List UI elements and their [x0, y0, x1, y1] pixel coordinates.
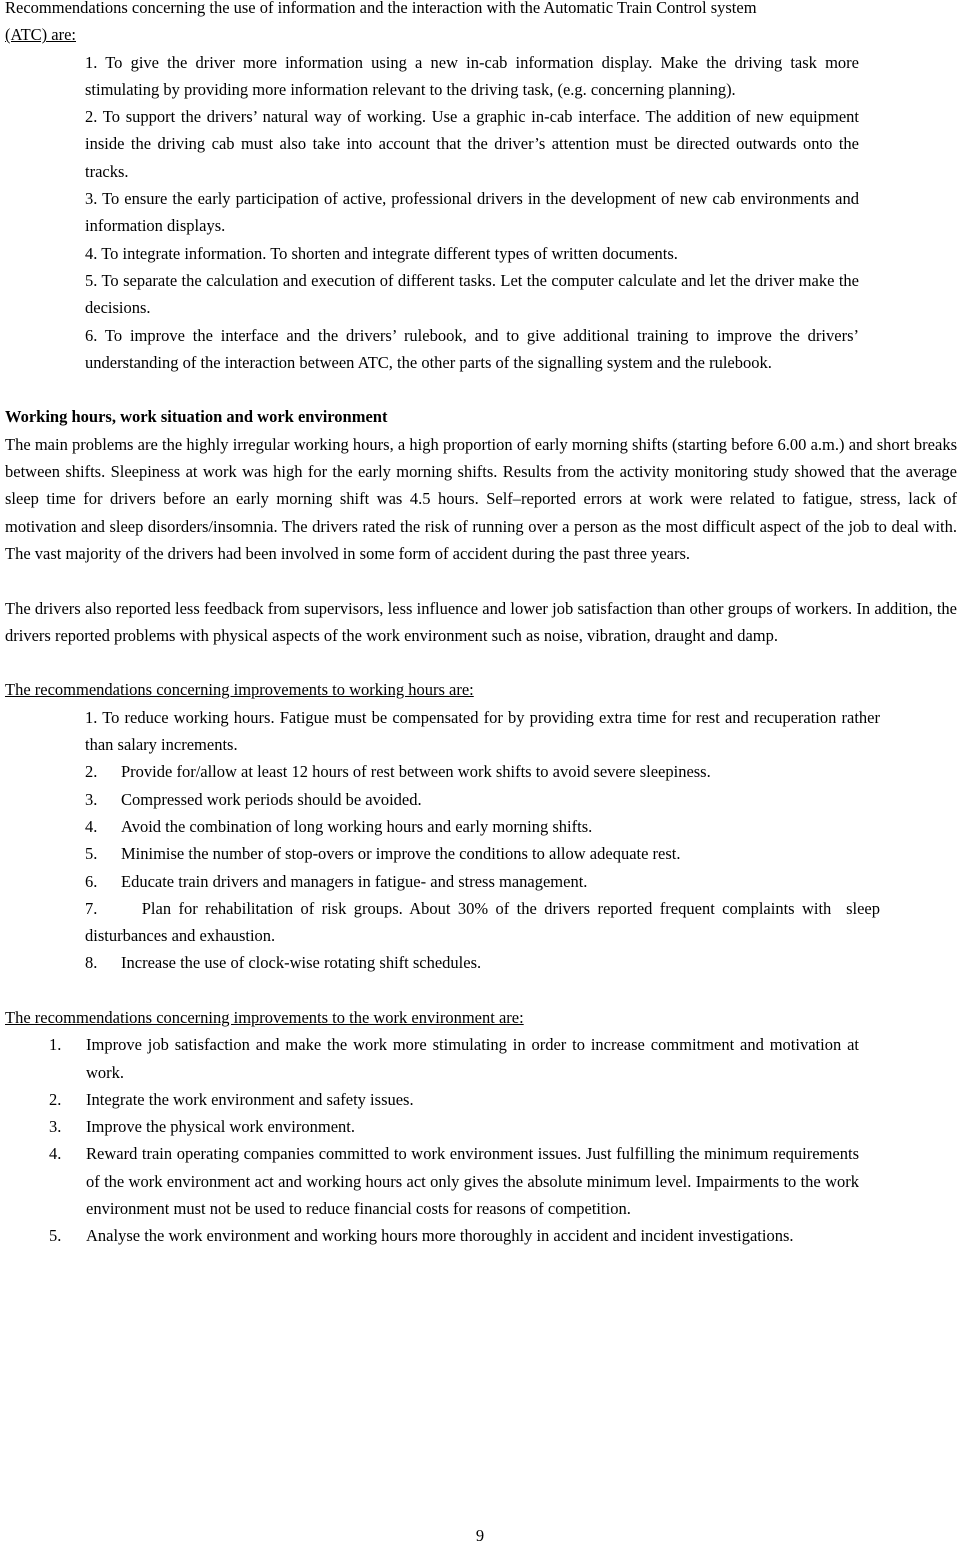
environment-item-number: 2.	[49, 1089, 62, 1109]
environment-item-number: 3.	[49, 1117, 62, 1137]
atc-item-6: 6. To improve the interface and the drivers’ rulebook, and to give additional training to improve the drivers’ understanding of the interaction between ATC, the other parts of the signalling system and the rulebook.	[85, 325, 859, 372]
hours-item-text: Educate train drivers and managers in fatigue- and stress management.	[121, 871, 588, 891]
environment-item-number: 4.	[49, 1144, 62, 1164]
environment-item-number: 1.	[49, 1035, 62, 1055]
atc-item-3: 3. To ensure the early participation of active, professional drivers in the development of new cab environments and information displays.	[85, 189, 859, 236]
hours-item-1: 1. To reduce working hours. Fatigue must be compensated for by providing extra time for rest and recuperation rather than salary increments.	[85, 707, 880, 755]
environment-item-text: Reward train operating companies committed to work environment issues. Just fulfilling the minimum requirements of the work environment act and working hours act only gives the absolute minimum level. Impairments to the work environment must not be used to reduce financial costs for reasons of competition.	[86, 1144, 859, 1219]
environment-item-text: Analyse the work environment and working hours more thoroughly in accident and incident investigations.	[86, 1226, 794, 1246]
hours-item-6	[85, 868, 880, 895]
environment-item-text: Improve job satisfaction and make the work more stimulating in order to increase commitment and motivation at work.	[86, 1035, 859, 1082]
hours-item-text: Increase the use of clock-wise rotating shift schedules.	[121, 953, 482, 973]
hours-item-number: 2.	[85, 762, 98, 782]
environment-item-5	[49, 1222, 859, 1249]
hours-item-number: 3.	[85, 789, 98, 809]
atc-item-1: 1. To give the driver more information using a new in-cab information display. Make the driving task more stimulating by providing more information relevant to the driving task, (e.g. concerning planning).	[85, 52, 859, 99]
work-paragraph-1: The main problems are the highly irregular working hours, a high proportion of early morning shifts (starting before 6.00 a.m.) and short breaks between shifts. Sleepiness at work was high for the early morning shifts. Results from the activity monitoring study showed that the average sleep time for drivers before an early morning shift was 4.5 hours. Self–reported errors at work were related to fatigue, stress, lack of motivation and sleep disorders/insomnia. The drivers rated the risk of running over a person as the most difficult aspect of the job to deal with. The vast majority of the drivers had been involved in some form of accident during the past three years.	[5, 434, 957, 563]
hours-item-text: Avoid the combination of long working hours and early morning shifts.	[121, 816, 593, 836]
work-paragraph-2: The drivers also reported less feedback from supervisors, less influence and lower job satisfaction than other groups of workers. In addition, the drivers reported problems with physical aspects of the work environment such as noise, vibration, draught and damp.	[5, 598, 957, 645]
environment-item-text: Integrate the work environment and safety issues.	[86, 1089, 414, 1109]
hours-item-text: Provide for/allow at least 12 hours of rest between work shifts to avoid severe sleepiness.	[121, 762, 711, 782]
hours-recommendation-list	[85, 704, 885, 977]
hours-item-3	[85, 786, 880, 813]
page-number: 9	[475, 1526, 485, 1545]
atc-recommendation-list	[85, 49, 859, 377]
hours-item-number: 5.	[85, 844, 98, 864]
atc-item-5: 5. To separate the calculation and execution of different tasks. Let the computer calculate and let the driver make the decisions.	[85, 270, 859, 318]
hours-intro: The recommendations concerning improvements to working hours are:	[5, 680, 474, 700]
hours-item-4	[85, 813, 880, 840]
environment-intro: The recommendations concerning improvements to the work environment are:	[5, 1007, 524, 1027]
hours-item-text: Minimise the number of stop-overs or improve the conditions to allow adequate rest.	[121, 844, 681, 864]
hours-item-5	[85, 840, 880, 867]
environment-item-3	[49, 1113, 859, 1140]
atc-intro-line1: Recommendations concerning the use of information and the interaction with the Automatic Train Control system	[5, 0, 757, 17]
hours-item-7: 7. Plan for rehabilitation of risk groups. About 30% of the drivers reported frequent complaints with sleep disturbances and exhaustion.	[85, 898, 885, 946]
section-heading: Working hours, work situation and work environment	[5, 407, 388, 427]
environment-item-2	[49, 1086, 859, 1113]
environment-item-text: Improve the physical work environment.	[86, 1117, 355, 1137]
atc-item-4: 4. To integrate information. To shorten and integrate different types of written documents.	[85, 243, 678, 263]
hours-item-8	[85, 949, 880, 976]
environment-item-number: 5.	[49, 1226, 62, 1246]
document-page	[5, 0, 957, 1250]
environment-item-4	[49, 1140, 859, 1222]
environment-item-1	[49, 1031, 859, 1086]
atc-item-2: 2. To support the drivers’ natural way of working. Use a graphic in-cab interface. The addition of new equipment inside the driving cab must also take into account that the driver’s attention must be directed outwards onto the tracks.	[85, 107, 859, 181]
atc-intro-line2: (ATC) are:	[5, 25, 77, 45]
environment-recommendation-list	[49, 1031, 859, 1249]
hours-item-text: Compressed work periods should be avoided.	[121, 789, 422, 809]
hours-item-2	[85, 758, 880, 785]
hours-item-number: 6.	[85, 871, 98, 891]
hours-item-number: 4.	[85, 816, 98, 836]
hours-item-number: 8.	[85, 953, 98, 973]
